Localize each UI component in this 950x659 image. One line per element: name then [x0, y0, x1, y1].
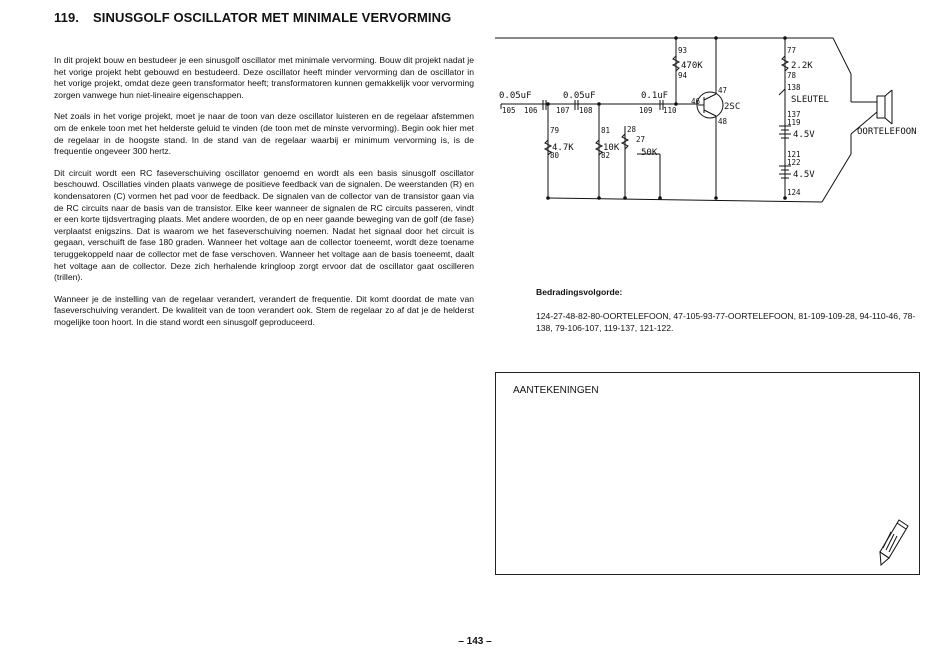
resistor-label-10k: 10K — [603, 143, 620, 153]
circuit-schematic — [495, 34, 935, 214]
earphone-label: OORTELEFOON — [857, 127, 917, 137]
terminal-78: 78 — [787, 71, 797, 80]
resistor-label-4-7k: 4.7K — [552, 143, 574, 153]
paragraph-tuning: Net zoals in het vorige projekt, moet je naar de toon van deze oscillator luisteren en de regelaar afstemmen om de enkele toon met het helderste geluid te vinden (de toon met de minste vervorming). Begin ook hier met de regelaar in de hoogste stand. In de stand van de regelaar waarbij er minimum vervorming is, is de frequentie ongeveer 300 hertz. — [54, 111, 474, 157]
terminal-105: 105 — [502, 106, 516, 115]
terminal-46: 46 — [691, 97, 701, 106]
capacitor-label-2: 0.05uF — [563, 91, 596, 101]
paragraph-intro: In dit projekt bouw en bestudeer je een sinusgolf oscillator met minimale vervorming. Bouw dit projekt nadat je het vorige projekt hebt gebouwd en bestudeerd. Deze oscillator heeft minder vervorming dan de oscillator in het vorige projekt, omdat deze geen transformator heeft; transformatoren kunnen gemakkelijk voor vervorming zorgen vanwege hun niet-lineaire eigenschappen. — [54, 55, 474, 100]
terminal-108: 108 — [579, 106, 593, 115]
battery-label-1: 4.5V — [793, 130, 815, 140]
resistor-label-470k: 470K — [681, 61, 703, 71]
terminal-94: 94 — [678, 71, 688, 80]
terminal-107: 107 — [556, 106, 570, 115]
battery-label-2: 4.5V — [793, 170, 815, 180]
terminal-121: 121 — [787, 150, 801, 159]
body-text — [54, 55, 474, 338]
paragraph-frequency: Wanneer je de instelling van de regelaar verandert, verandert de frequentie. Dit komt doordat de mate van faseverschuiving verandert. De kwaliteit van de toon verandert ook. Stem de regelaar zo af dat je de helderst mogelijke toon hoort. In die stand wordt een sinusgolf geproduceerd. — [54, 293, 474, 327]
project-title: SINUSGOLF OSCILLATOR MET MINIMALE VERVORMING — [93, 10, 452, 25]
wiring-title: Bedradingsvolgorde: — [536, 287, 623, 297]
transistor-label: 2SC — [724, 102, 741, 112]
terminal-110: 110 — [663, 106, 677, 115]
resistor-label-50k: 50K — [641, 148, 658, 158]
terminal-48: 48 — [718, 117, 728, 126]
terminal-79: 79 — [550, 126, 560, 135]
notes-title: AANTEKENINGEN — [513, 385, 599, 396]
capacitor-label-3: 0.1uF — [641, 91, 669, 101]
terminal-27: 27 — [636, 135, 646, 144]
terminal-47: 47 — [718, 86, 728, 95]
resistor-label-2-2k: 2.2K — [791, 61, 813, 71]
terminal-28: 28 — [627, 125, 637, 134]
notes-box — [495, 372, 920, 575]
terminal-81: 81 — [601, 126, 611, 135]
project-number: 119. — [54, 10, 79, 25]
terminal-106: 106 — [524, 106, 538, 115]
switch-label: SLEUTEL — [791, 95, 829, 105]
capacitor-label-1: 0.05uF — [499, 91, 532, 101]
wiring-sequence: 124-27-48-82-80-OORTELEFOON, 47-105-93-77-OORTELEFOON, 81-109-109-28, 94-110-46, 78-138, 79-106-107, 119-137, 121-122. — [536, 311, 916, 333]
terminal-122: 122 — [787, 158, 801, 167]
terminal-80: 80 — [550, 151, 560, 160]
terminal-82: 82 — [601, 151, 611, 160]
terminal-93: 93 — [678, 46, 688, 55]
page-title — [54, 10, 451, 25]
terminal-124: 124 — [787, 188, 801, 197]
pencil-icon — [877, 518, 911, 568]
page-number: – 143 – — [458, 636, 492, 647]
terminal-119: 119 — [787, 118, 801, 127]
terminal-137: 137 — [787, 110, 801, 119]
terminal-109: 109 — [639, 106, 653, 115]
paragraph-rc-explanation: Dit circuit wordt een RC faseverschuiving oscillator genoemd en wordt als een basis sinusgolf oscillator beschouwd. Oscillaties vinden plaats vanwege de positieve feedback van de signalen. De weerstanden (R) en kondensatoren (C) vormen het pad voor de feedback. De signalen van de collector van de transistor gaan via de RC circuits naar de basis van de transistor. Elke keer wanneer de signalen de RC circuits passeren, vindt er een korte tijdsvertraging plaats. Met andere woorden, de op en neer gaande beweging van de golf (de fase) verplaatst enigszins. Dat is waarom we het faseverschuiving noemen. Nadat het signaal door het circuit is gegaan, verschuift de fase 180 graden. Wanneer het voltage aan de collector toeneemt, wordt deze toename teruggekoppeld naar de collector met de fase verschoven. Wanneer het voltage aan de basis toeneemt, daalt het voltage aan de collector. Deze zich herhalende kringloop zorgt ervoor dat de oscillator gaat oscilleren (trillen). — [54, 167, 474, 283]
terminal-138: 138 — [787, 83, 801, 92]
terminal-77: 77 — [787, 46, 797, 55]
